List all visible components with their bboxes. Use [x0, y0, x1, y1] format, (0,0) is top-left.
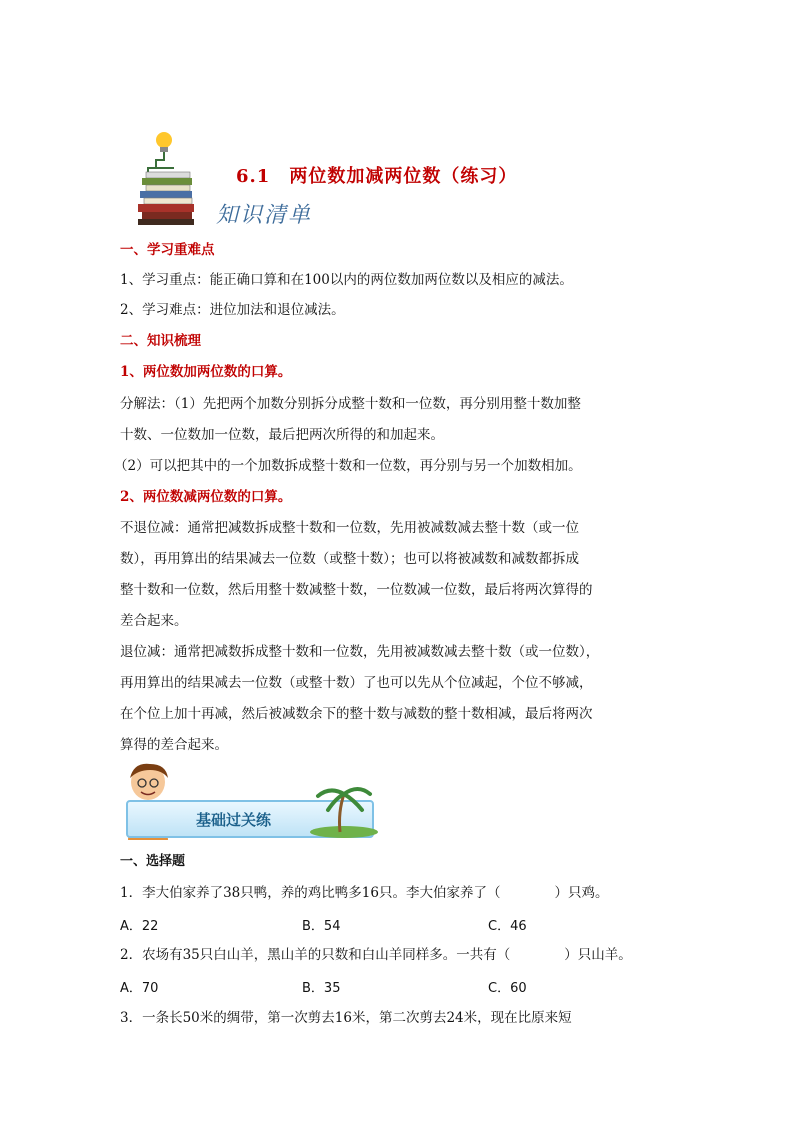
q1-option-b[interactable]: B．54: [302, 919, 341, 934]
question-3: 3．一条长50米的绸带，第一次剪去16米，第二次剪去24米，现在比原来短: [120, 1010, 572, 1026]
addition-line: 分解法：（1）先把两个加数分别拆分成整十数和一位数，再分别用整十数加整: [120, 396, 581, 412]
practice-banner-text: 基础过关练: [196, 811, 272, 829]
no-borrow-line: 整十数和一位数，然后用整十数减整十数，一位数减一位数，最后将两次算得的: [120, 582, 593, 598]
palm-tree-icon: [300, 780, 380, 840]
page-title: 6.1 两位数加减两位数（练习）: [236, 166, 518, 187]
difficulty-point: 2、学习难点：进位加法和退位减法。: [120, 302, 345, 318]
borrow-line: 在个位上加十再减，然后被减数余下的整十数与减数的整十数相减，最后将两次: [120, 706, 593, 722]
books-lightbulb-icon: [134, 128, 206, 228]
choice-heading: 一、选择题: [120, 854, 186, 869]
no-borrow-line: 数），再用算出的结果减去一位数（或整十数）；也可以将被减数和减数都拆成: [120, 551, 579, 567]
question-1: 1．李大伯家养了38只鸭，养的鸡比鸭多16只。李大伯家养了（ ）只鸡。: [120, 885, 609, 901]
q2-option-c[interactable]: C．60: [488, 981, 527, 996]
borrow-line: 再用算出的结果减去一位数（或整十数）了也可以先从个位减起，个位不够减，: [120, 675, 593, 691]
borrow-line: 算得的差合起来。: [120, 737, 228, 753]
knowledge-banner: [216, 198, 312, 229]
q1-option-a[interactable]: A．22: [120, 919, 159, 934]
addition-line: （2）可以把其中的一个加数拆成整十数和一位数，再分别与另一个加数相加。: [114, 458, 582, 474]
no-borrow-line: 不退位减：通常把减数拆成整十数和一位数，先用被减数减去整十数（或一位: [120, 520, 579, 536]
subheading-addition: 1、两位数加两位数的口算。: [120, 364, 292, 380]
section-heading-2: 二、知识梳理: [120, 333, 201, 349]
knowledge-banner-text: 知识清单: [216, 203, 313, 228]
section-heading-1: 一、学习重难点: [120, 242, 215, 258]
q2-option-a[interactable]: A．70: [120, 981, 159, 996]
q2-option-b[interactable]: B．35: [302, 981, 341, 996]
subheading-subtraction: 2、两位数减两位数的口算。: [120, 489, 292, 505]
no-borrow-line: 差合起来。: [120, 613, 188, 629]
borrow-line: 退位减：通常把减数拆成整十数和一位数，先用被减数减去整十数（或一位数），: [120, 644, 600, 660]
addition-line: 十数、一位数加一位数，最后把两次所得的和加起来。: [120, 427, 444, 443]
q1-option-c[interactable]: C．46: [488, 919, 527, 934]
question-2: 2．农场有35只白山羊，黑山羊的只数和白山羊同样多。一共有（ ）只山羊。: [120, 947, 632, 963]
key-point: 1、学习重点：能正确口算和在100以内的两位数加两位数以及相应的减法。: [120, 272, 573, 288]
